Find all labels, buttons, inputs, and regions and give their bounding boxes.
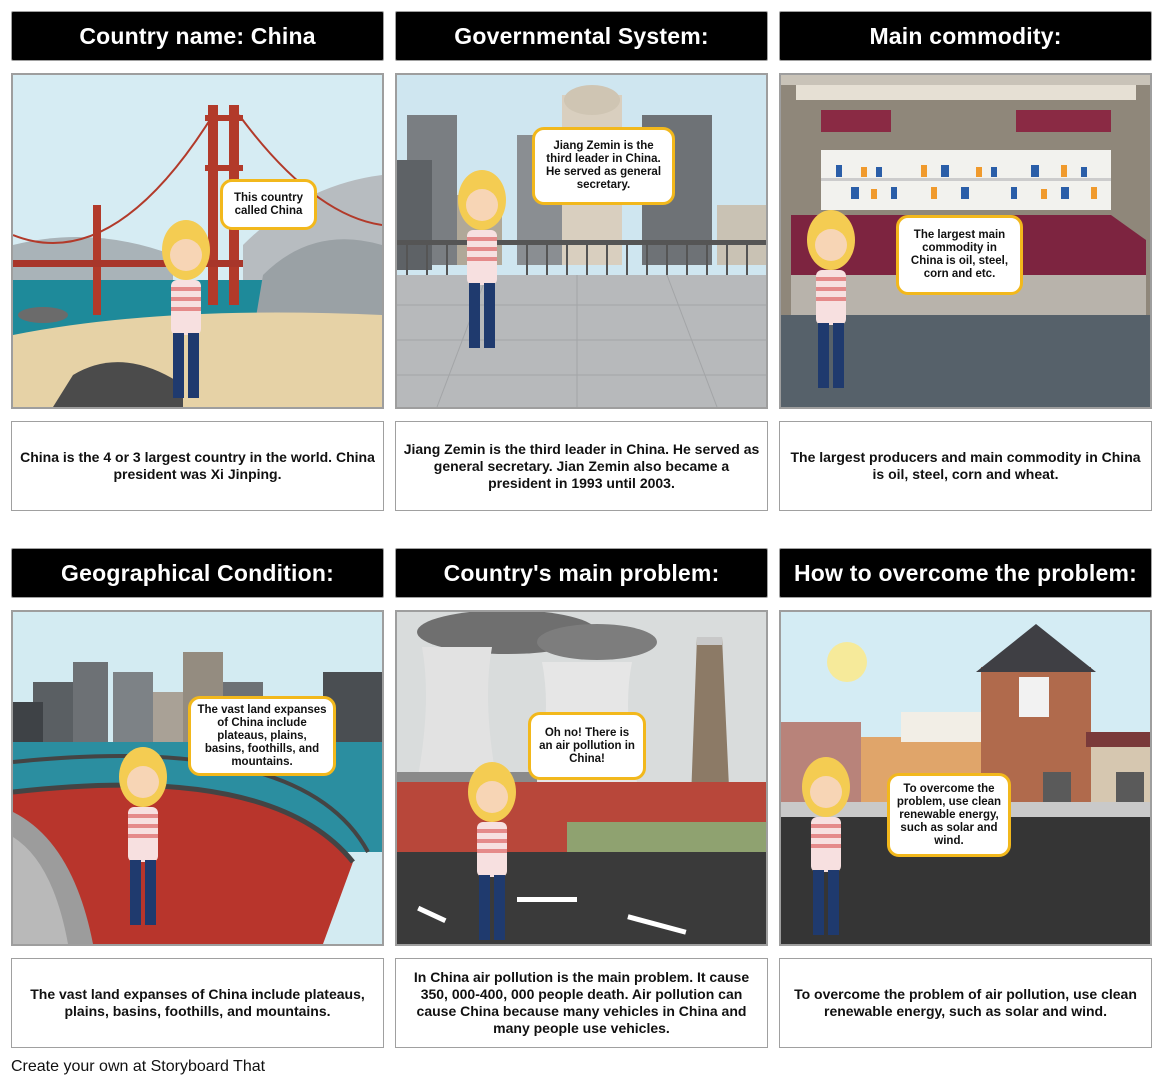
speech-bubble: This country called China: [220, 179, 317, 230]
cell-title-text: Country's main problem:: [443, 559, 720, 586]
scene-bridge-beach: [11, 73, 384, 409]
cell-caption: The vast land expanses of China include plateaus, plains, basins, foothills, and mountains.: [11, 958, 384, 1048]
cell-caption: Jiang Zemin is the third leader in China. He served as general secretary. Jian Zemin also became a president in 1993 until 2003.: [395, 421, 768, 511]
cell-caption: In China air pollution is the main problem. It cause 350, 000-400, 000 people death. Air pollution can cause China because many vehicles in China and many people use vehicles.: [395, 958, 768, 1048]
scene-city-rooftop: [395, 73, 768, 409]
scene-waterfront: [11, 610, 384, 946]
speech-bubble: To overcome the problem, use clean renewable energy, such as solar and wind.: [887, 773, 1011, 857]
cell-title: [779, 11, 1152, 61]
cell-caption: The largest producers and main commodity in China is oil, steel, corn and wheat.: [779, 421, 1152, 511]
cell-title-text: How to overcome the problem:: [794, 559, 1137, 586]
cell-caption: China is the 4 or 3 largest country in the world. China president was Xi Jinping.: [11, 421, 384, 511]
cell-title-text: Geographical Condition:: [61, 559, 334, 586]
speech-bubble: The vast land expanses of China include plateaus, plains, basins, foothills, and mountains.: [188, 696, 336, 776]
speech-bubble: Oh no! There is an air pollution in China!: [528, 712, 646, 780]
cell-title: [11, 11, 384, 61]
cell-title: [395, 11, 768, 61]
cell-title: [779, 548, 1152, 598]
cell-title: [395, 548, 768, 598]
cell-title-text: Main commodity:: [869, 22, 1062, 49]
speech-bubble: Jiang Zemin is the third leader in China. He served as general secretary.: [532, 127, 675, 205]
cell-title: [11, 548, 384, 598]
footer-credit[interactable]: Create your own at Storyboard That: [11, 1058, 266, 1075]
cell-caption: To overcome the problem of air pollution, use clean renewable energy, such as solar and wind.: [779, 958, 1152, 1048]
cell-title-text: Country name: China: [79, 22, 316, 49]
cell-title-text: Governmental System:: [454, 22, 709, 49]
speech-bubble: The largest main commodity in China is oil, steel, corn and etc.: [896, 215, 1023, 295]
